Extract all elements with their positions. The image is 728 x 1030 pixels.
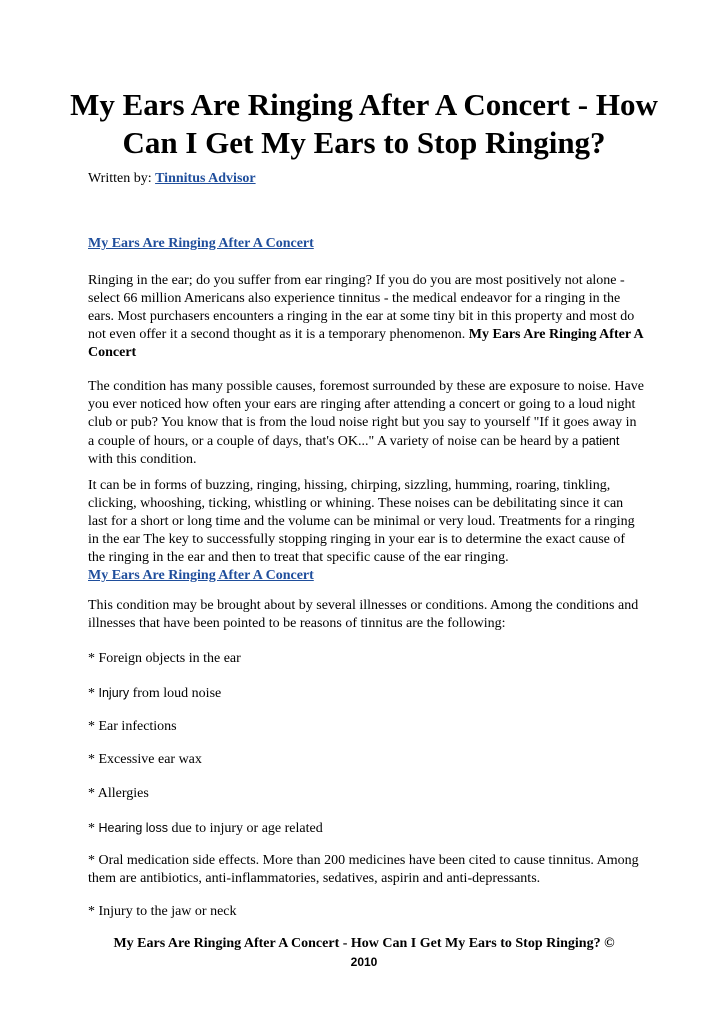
paragraph-2 [88, 378, 644, 469]
list-item-injury-sans: Injury [98, 686, 130, 700]
byline-prefix: Written by: [88, 171, 156, 186]
list-item-hearing-prefix: * [88, 821, 99, 836]
list-item-ear-wax: * Excessive ear wax [88, 752, 202, 767]
list-item-injury-tail: from loud noise [129, 686, 222, 701]
list-item-ear-infections: * Ear infections [88, 719, 177, 734]
list-item-jaw-neck: * Injury to the jaw or neck [88, 904, 237, 919]
paragraph-2-text: The condition has many possible causes, foremost surrounded by these are exposure to noise. Have you ever noticed how often your ears are ringing after attending a concert or going to a loud night club or pub? You know that is from the loud noise right but you say to yourself "If it goes away in a couple of hours, or a couple of days, that's OK..." A variety of noise can be heard by a [88, 379, 644, 449]
paragraph-1-text: Ringing in the ear; do you suffer from ear ringing? If you do you are most positively not alone - select 66 million Americans also experience tinnitus - the medical endeavor for a ringing in the ears. Most purchasers encounters a ringing in the ear at some tiny bit in this property and most do not even offer it a second thought as it is a temporary phenomenon. [88, 273, 635, 342]
paragraph-3-link[interactable]: My Ears Are Ringing After A Concert [88, 568, 314, 583]
paragraph-3-text: It can be in forms of buzzing, ringing, hissing, chirping, sizzling, humming, roaring, tinkling, clicking, whooshing, ticking, whistling or whining. These noises can be debilitating since it can last for a short or long time and the volume can be minimal or very loud. Treatments for a ringing in the ear The key to successfully stopping ringing in your ear is to determine the exact cause of the ringing in the ear and then to treat that specific cause of the ear ringing. [88, 478, 635, 565]
footer-title: My Ears Are Ringing After A Concert - How Can I Get My Ears to Stop Ringing? © [113, 936, 615, 951]
list-item-allergies: * Allergies [88, 786, 149, 801]
section-link-wrap [88, 235, 314, 253]
list-item-injury-prefix: * [88, 686, 99, 701]
section-link[interactable]: My Ears Are Ringing After A Concert [88, 236, 314, 251]
paragraph-2-sans-word: patient [581, 434, 620, 448]
list-item-hearing-tail: due to injury or age related [167, 821, 323, 836]
list-item-injury [88, 684, 648, 703]
paragraph-3 [88, 477, 644, 585]
paragraph-1 [88, 272, 644, 362]
list-item-hearing-loss [88, 819, 648, 838]
footer-year: 2010 [350, 955, 378, 969]
page-title: My Ears Are Ringing After A Concert - How Can I Get My Ears to Stop Ringing? [70, 87, 658, 160]
page-footer [88, 935, 640, 971]
paragraph-1-bold: My Ears Are Ringing After A Concert [88, 327, 643, 360]
paragraph-2-tail: with this condition. [88, 452, 197, 467]
paragraph-4: This condition may be brought about by several illnesses or conditions. Among the conditions and illnesses that have been pointed to be reasons of tinnitus are the following: [88, 598, 639, 631]
list-item-foreign-objects: * Foreign objects in the ear [88, 651, 241, 666]
author-link[interactable]: Tinnitus Advisor [155, 171, 256, 186]
list-item-hearing-sans: Hearing loss [98, 821, 168, 835]
byline [88, 170, 256, 188]
list-item-medication: * Oral medication side effects. More than 200 medicines have been cited to cause tinnitus. Among them are antibiotics, anti-inflammatories, sedatives, aspirin and anti-depressants. [88, 853, 639, 886]
